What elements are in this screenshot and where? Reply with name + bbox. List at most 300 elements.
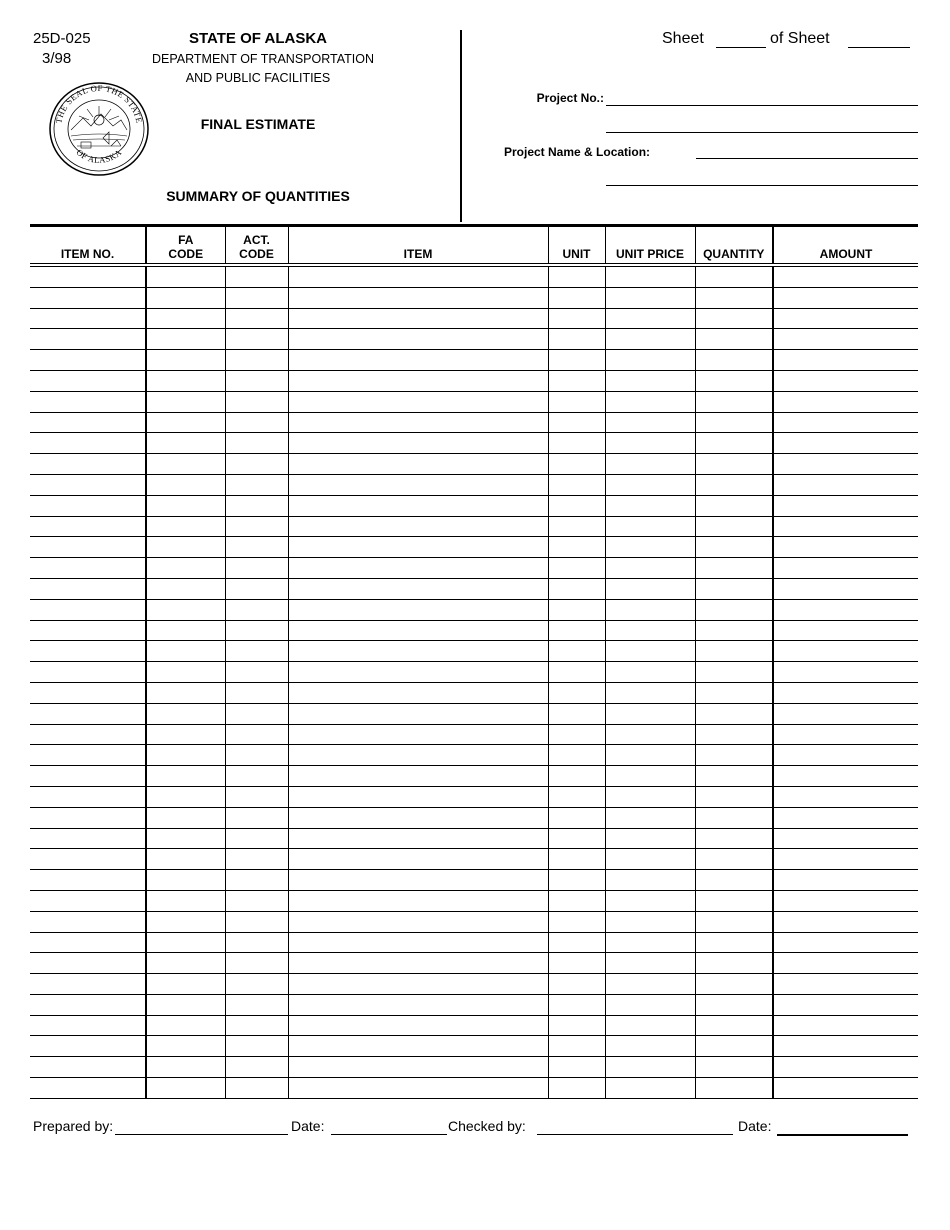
cell-fa-code[interactable] xyxy=(146,391,225,412)
cell-quantity[interactable] xyxy=(695,786,773,807)
cell-unit-price[interactable] xyxy=(605,1036,695,1057)
cell-amount[interactable] xyxy=(773,620,918,641)
cell-fa-code[interactable] xyxy=(146,516,225,537)
cell-amount[interactable] xyxy=(773,599,918,620)
cell-amount[interactable] xyxy=(773,641,918,662)
cell-unit[interactable] xyxy=(548,516,605,537)
cell-fa-code[interactable] xyxy=(146,786,225,807)
cell-unit-price[interactable] xyxy=(605,724,695,745)
cell-quantity[interactable] xyxy=(695,516,773,537)
cell-fa-code[interactable] xyxy=(146,703,225,724)
cell-item-no[interactable] xyxy=(30,870,146,891)
cell-unit[interactable] xyxy=(548,786,605,807)
cell-unit-price[interactable] xyxy=(605,870,695,891)
cell-fa-code[interactable] xyxy=(146,745,225,766)
cell-act-code[interactable] xyxy=(225,495,288,516)
cell-fa-code[interactable] xyxy=(146,641,225,662)
cell-act-code[interactable] xyxy=(225,766,288,787)
cell-item-no[interactable] xyxy=(30,994,146,1015)
cell-item-no[interactable] xyxy=(30,974,146,995)
cell-fa-code[interactable] xyxy=(146,495,225,516)
cell-unit[interactable] xyxy=(548,1057,605,1078)
cell-quantity[interactable] xyxy=(695,308,773,329)
cell-act-code[interactable] xyxy=(225,1057,288,1078)
cell-amount[interactable] xyxy=(773,745,918,766)
cell-fa-code[interactable] xyxy=(146,412,225,433)
project-location-field[interactable] xyxy=(606,185,918,186)
cell-amount[interactable] xyxy=(773,495,918,516)
cell-act-code[interactable] xyxy=(225,620,288,641)
cell-unit-price[interactable] xyxy=(605,1057,695,1078)
cell-unit[interactable] xyxy=(548,1036,605,1057)
cell-item-no[interactable] xyxy=(30,620,146,641)
cell-item[interactable] xyxy=(288,828,548,849)
cell-act-code[interactable] xyxy=(225,516,288,537)
cell-amount[interactable] xyxy=(773,1015,918,1036)
sheet-number-field[interactable] xyxy=(716,47,766,48)
cell-amount[interactable] xyxy=(773,558,918,579)
cell-amount[interactable] xyxy=(773,662,918,683)
cell-unit-price[interactable] xyxy=(605,516,695,537)
cell-quantity[interactable] xyxy=(695,329,773,350)
date-field-2[interactable] xyxy=(777,1134,908,1136)
cell-fa-code[interactable] xyxy=(146,265,225,287)
cell-item[interactable] xyxy=(288,620,548,641)
cell-act-code[interactable] xyxy=(225,911,288,932)
project-name-field[interactable] xyxy=(696,158,918,159)
cell-act-code[interactable] xyxy=(225,953,288,974)
cell-amount[interactable] xyxy=(773,265,918,287)
cell-unit[interactable] xyxy=(548,578,605,599)
cell-amount[interactable] xyxy=(773,287,918,308)
cell-unit[interactable] xyxy=(548,953,605,974)
cell-quantity[interactable] xyxy=(695,620,773,641)
cell-item-no[interactable] xyxy=(30,828,146,849)
cell-quantity[interactable] xyxy=(695,932,773,953)
cell-item[interactable] xyxy=(288,1036,548,1057)
cell-act-code[interactable] xyxy=(225,641,288,662)
cell-fa-code[interactable] xyxy=(146,558,225,579)
cell-item-no[interactable] xyxy=(30,724,146,745)
cell-act-code[interactable] xyxy=(225,287,288,308)
cell-item[interactable] xyxy=(288,308,548,329)
cell-fa-code[interactable] xyxy=(146,890,225,911)
cell-amount[interactable] xyxy=(773,412,918,433)
cell-unit[interactable] xyxy=(548,724,605,745)
cell-act-code[interactable] xyxy=(225,578,288,599)
cell-act-code[interactable] xyxy=(225,745,288,766)
cell-act-code[interactable] xyxy=(225,682,288,703)
cell-unit-price[interactable] xyxy=(605,849,695,870)
cell-unit[interactable] xyxy=(548,265,605,287)
cell-item-no[interactable] xyxy=(30,350,146,371)
cell-item-no[interactable] xyxy=(30,766,146,787)
cell-unit[interactable] xyxy=(548,287,605,308)
cell-item[interactable] xyxy=(288,849,548,870)
cell-unit-price[interactable] xyxy=(605,433,695,454)
cell-item[interactable] xyxy=(288,911,548,932)
cell-quantity[interactable] xyxy=(695,870,773,891)
cell-unit-price[interactable] xyxy=(605,662,695,683)
cell-fa-code[interactable] xyxy=(146,724,225,745)
cell-amount[interactable] xyxy=(773,890,918,911)
cell-amount[interactable] xyxy=(773,370,918,391)
cell-fa-code[interactable] xyxy=(146,287,225,308)
cell-fa-code[interactable] xyxy=(146,932,225,953)
cell-amount[interactable] xyxy=(773,391,918,412)
cell-amount[interactable] xyxy=(773,682,918,703)
cell-amount[interactable] xyxy=(773,329,918,350)
cell-item-no[interactable] xyxy=(30,1036,146,1057)
cell-unit[interactable] xyxy=(548,412,605,433)
cell-item[interactable] xyxy=(288,350,548,371)
cell-fa-code[interactable] xyxy=(146,454,225,475)
cell-unit[interactable] xyxy=(548,932,605,953)
cell-amount[interactable] xyxy=(773,786,918,807)
cell-unit[interactable] xyxy=(548,849,605,870)
cell-item-no[interactable] xyxy=(30,474,146,495)
cell-unit-price[interactable] xyxy=(605,828,695,849)
cell-item[interactable] xyxy=(288,682,548,703)
cell-item-no[interactable] xyxy=(30,370,146,391)
cell-quantity[interactable] xyxy=(695,807,773,828)
cell-item-no[interactable] xyxy=(30,662,146,683)
cell-unit-price[interactable] xyxy=(605,974,695,995)
cell-unit[interactable] xyxy=(548,870,605,891)
cell-fa-code[interactable] xyxy=(146,578,225,599)
cell-fa-code[interactable] xyxy=(146,350,225,371)
cell-unit[interactable] xyxy=(548,495,605,516)
cell-unit-price[interactable] xyxy=(605,308,695,329)
cell-act-code[interactable] xyxy=(225,391,288,412)
cell-quantity[interactable] xyxy=(695,454,773,475)
cell-unit-price[interactable] xyxy=(605,329,695,350)
cell-item[interactable] xyxy=(288,641,548,662)
cell-quantity[interactable] xyxy=(695,370,773,391)
cell-unit[interactable] xyxy=(548,391,605,412)
cell-fa-code[interactable] xyxy=(146,308,225,329)
project-no-field-line-2[interactable] xyxy=(606,132,918,133)
cell-unit-price[interactable] xyxy=(605,287,695,308)
cell-quantity[interactable] xyxy=(695,911,773,932)
cell-item-no[interactable] xyxy=(30,1057,146,1078)
cell-amount[interactable] xyxy=(773,807,918,828)
cell-unit-price[interactable] xyxy=(605,1015,695,1036)
cell-item-no[interactable] xyxy=(30,745,146,766)
cell-quantity[interactable] xyxy=(695,474,773,495)
cell-item[interactable] xyxy=(288,786,548,807)
cell-fa-code[interactable] xyxy=(146,433,225,454)
cell-unit[interactable] xyxy=(548,370,605,391)
cell-item-no[interactable] xyxy=(30,641,146,662)
cell-unit[interactable] xyxy=(548,1078,605,1099)
cell-quantity[interactable] xyxy=(695,558,773,579)
cell-fa-code[interactable] xyxy=(146,620,225,641)
cell-fa-code[interactable] xyxy=(146,974,225,995)
cell-unit[interactable] xyxy=(548,828,605,849)
cell-act-code[interactable] xyxy=(225,703,288,724)
cell-quantity[interactable] xyxy=(695,994,773,1015)
cell-act-code[interactable] xyxy=(225,890,288,911)
cell-item[interactable] xyxy=(288,329,548,350)
cell-item-no[interactable] xyxy=(30,1078,146,1099)
cell-quantity[interactable] xyxy=(695,849,773,870)
cell-unit-price[interactable] xyxy=(605,558,695,579)
cell-unit[interactable] xyxy=(548,890,605,911)
cell-act-code[interactable] xyxy=(225,994,288,1015)
cell-amount[interactable] xyxy=(773,766,918,787)
cell-quantity[interactable] xyxy=(695,724,773,745)
cell-unit[interactable] xyxy=(548,1015,605,1036)
cell-quantity[interactable] xyxy=(695,953,773,974)
cell-item-no[interactable] xyxy=(30,953,146,974)
cell-quantity[interactable] xyxy=(695,578,773,599)
cell-item[interactable] xyxy=(288,870,548,891)
cell-item-no[interactable] xyxy=(30,911,146,932)
cell-amount[interactable] xyxy=(773,350,918,371)
cell-item[interactable] xyxy=(288,1078,548,1099)
cell-fa-code[interactable] xyxy=(146,329,225,350)
cell-act-code[interactable] xyxy=(225,849,288,870)
cell-fa-code[interactable] xyxy=(146,849,225,870)
cell-act-code[interactable] xyxy=(225,1036,288,1057)
cell-act-code[interactable] xyxy=(225,828,288,849)
cell-unit-price[interactable] xyxy=(605,1078,695,1099)
cell-item[interactable] xyxy=(288,953,548,974)
cell-unit[interactable] xyxy=(548,329,605,350)
cell-quantity[interactable] xyxy=(695,1015,773,1036)
cell-unit-price[interactable] xyxy=(605,953,695,974)
cell-act-code[interactable] xyxy=(225,870,288,891)
cell-fa-code[interactable] xyxy=(146,370,225,391)
cell-fa-code[interactable] xyxy=(146,537,225,558)
cell-unit-price[interactable] xyxy=(605,391,695,412)
cell-item-no[interactable] xyxy=(30,578,146,599)
cell-unit-price[interactable] xyxy=(605,807,695,828)
cell-amount[interactable] xyxy=(773,516,918,537)
cell-quantity[interactable] xyxy=(695,766,773,787)
cell-fa-code[interactable] xyxy=(146,828,225,849)
cell-unit[interactable] xyxy=(548,599,605,620)
cell-amount[interactable] xyxy=(773,474,918,495)
cell-fa-code[interactable] xyxy=(146,474,225,495)
cell-quantity[interactable] xyxy=(695,745,773,766)
cell-unit[interactable] xyxy=(548,433,605,454)
cell-quantity[interactable] xyxy=(695,495,773,516)
cell-quantity[interactable] xyxy=(695,828,773,849)
cell-unit-price[interactable] xyxy=(605,911,695,932)
cell-unit[interactable] xyxy=(548,974,605,995)
cell-item[interactable] xyxy=(288,454,548,475)
cell-amount[interactable] xyxy=(773,849,918,870)
cell-unit[interactable] xyxy=(548,558,605,579)
cell-item[interactable] xyxy=(288,662,548,683)
cell-act-code[interactable] xyxy=(225,454,288,475)
cell-item[interactable] xyxy=(288,537,548,558)
cell-amount[interactable] xyxy=(773,433,918,454)
cell-item-no[interactable] xyxy=(30,287,146,308)
checked-by-field[interactable] xyxy=(537,1134,733,1135)
cell-item[interactable] xyxy=(288,558,548,579)
cell-item-no[interactable] xyxy=(30,391,146,412)
cell-act-code[interactable] xyxy=(225,308,288,329)
cell-amount[interactable] xyxy=(773,974,918,995)
cell-quantity[interactable] xyxy=(695,1036,773,1057)
cell-item[interactable] xyxy=(288,890,548,911)
cell-unit[interactable] xyxy=(548,766,605,787)
cell-unit-price[interactable] xyxy=(605,578,695,599)
cell-quantity[interactable] xyxy=(695,890,773,911)
cell-fa-code[interactable] xyxy=(146,911,225,932)
cell-quantity[interactable] xyxy=(695,412,773,433)
cell-amount[interactable] xyxy=(773,870,918,891)
cell-unit[interactable] xyxy=(548,641,605,662)
cell-item-no[interactable] xyxy=(30,682,146,703)
cell-unit-price[interactable] xyxy=(605,994,695,1015)
cell-unit-price[interactable] xyxy=(605,454,695,475)
cell-quantity[interactable] xyxy=(695,537,773,558)
cell-act-code[interactable] xyxy=(225,474,288,495)
cell-unit[interactable] xyxy=(548,454,605,475)
cell-unit[interactable] xyxy=(548,745,605,766)
cell-item[interactable] xyxy=(288,412,548,433)
cell-act-code[interactable] xyxy=(225,1015,288,1036)
cell-fa-code[interactable] xyxy=(146,1078,225,1099)
cell-unit-price[interactable] xyxy=(605,370,695,391)
cell-item[interactable] xyxy=(288,578,548,599)
cell-amount[interactable] xyxy=(773,911,918,932)
cell-unit-price[interactable] xyxy=(605,745,695,766)
cell-unit[interactable] xyxy=(548,994,605,1015)
cell-item-no[interactable] xyxy=(30,786,146,807)
cell-act-code[interactable] xyxy=(225,786,288,807)
cell-item[interactable] xyxy=(288,745,548,766)
cell-unit[interactable] xyxy=(548,703,605,724)
cell-quantity[interactable] xyxy=(695,391,773,412)
cell-unit-price[interactable] xyxy=(605,350,695,371)
cell-item-no[interactable] xyxy=(30,849,146,870)
cell-unit[interactable] xyxy=(548,620,605,641)
cell-act-code[interactable] xyxy=(225,1078,288,1099)
cell-amount[interactable] xyxy=(773,724,918,745)
cell-item-no[interactable] xyxy=(30,433,146,454)
cell-item[interactable] xyxy=(288,1057,548,1078)
cell-quantity[interactable] xyxy=(695,287,773,308)
cell-item-no[interactable] xyxy=(30,329,146,350)
cell-act-code[interactable] xyxy=(225,724,288,745)
cell-unit-price[interactable] xyxy=(605,495,695,516)
cell-item-no[interactable] xyxy=(30,495,146,516)
cell-item-no[interactable] xyxy=(30,932,146,953)
cell-act-code[interactable] xyxy=(225,807,288,828)
cell-item[interactable] xyxy=(288,433,548,454)
cell-item[interactable] xyxy=(288,391,548,412)
cell-amount[interactable] xyxy=(773,703,918,724)
cell-item[interactable] xyxy=(288,474,548,495)
cell-amount[interactable] xyxy=(773,953,918,974)
cell-unit[interactable] xyxy=(548,911,605,932)
cell-unit-price[interactable] xyxy=(605,265,695,287)
cell-act-code[interactable] xyxy=(225,265,288,287)
cell-item-no[interactable] xyxy=(30,1015,146,1036)
cell-item-no[interactable] xyxy=(30,454,146,475)
cell-item[interactable] xyxy=(288,265,548,287)
cell-quantity[interactable] xyxy=(695,641,773,662)
cell-item[interactable] xyxy=(288,807,548,828)
cell-fa-code[interactable] xyxy=(146,1036,225,1057)
cell-fa-code[interactable] xyxy=(146,1057,225,1078)
cell-item-no[interactable] xyxy=(30,599,146,620)
date-field-1[interactable] xyxy=(331,1134,447,1135)
project-no-field[interactable] xyxy=(606,105,918,106)
cell-fa-code[interactable] xyxy=(146,662,225,683)
cell-quantity[interactable] xyxy=(695,350,773,371)
cell-unit[interactable] xyxy=(548,537,605,558)
cell-item-no[interactable] xyxy=(30,412,146,433)
cell-fa-code[interactable] xyxy=(146,682,225,703)
cell-fa-code[interactable] xyxy=(146,599,225,620)
cell-quantity[interactable] xyxy=(695,662,773,683)
cell-act-code[interactable] xyxy=(225,350,288,371)
total-sheets-field[interactable] xyxy=(848,47,910,48)
cell-item-no[interactable] xyxy=(30,516,146,537)
cell-quantity[interactable] xyxy=(695,433,773,454)
cell-item[interactable] xyxy=(288,724,548,745)
cell-amount[interactable] xyxy=(773,932,918,953)
cell-amount[interactable] xyxy=(773,578,918,599)
cell-fa-code[interactable] xyxy=(146,807,225,828)
cell-quantity[interactable] xyxy=(695,1057,773,1078)
cell-item-no[interactable] xyxy=(30,807,146,828)
cell-quantity[interactable] xyxy=(695,599,773,620)
cell-item[interactable] xyxy=(288,994,548,1015)
cell-unit-price[interactable] xyxy=(605,641,695,662)
cell-act-code[interactable] xyxy=(225,329,288,350)
cell-item[interactable] xyxy=(288,974,548,995)
cell-quantity[interactable] xyxy=(695,703,773,724)
cell-item-no[interactable] xyxy=(30,537,146,558)
cell-quantity[interactable] xyxy=(695,1078,773,1099)
cell-unit[interactable] xyxy=(548,308,605,329)
cell-act-code[interactable] xyxy=(225,662,288,683)
cell-item[interactable] xyxy=(288,766,548,787)
cell-item-no[interactable] xyxy=(30,558,146,579)
cell-unit[interactable] xyxy=(548,682,605,703)
cell-amount[interactable] xyxy=(773,454,918,475)
cell-fa-code[interactable] xyxy=(146,953,225,974)
cell-fa-code[interactable] xyxy=(146,994,225,1015)
cell-unit-price[interactable] xyxy=(605,682,695,703)
cell-amount[interactable] xyxy=(773,1057,918,1078)
cell-quantity[interactable] xyxy=(695,265,773,287)
cell-item[interactable] xyxy=(288,599,548,620)
cell-fa-code[interactable] xyxy=(146,870,225,891)
cell-act-code[interactable] xyxy=(225,537,288,558)
cell-quantity[interactable] xyxy=(695,974,773,995)
cell-item-no[interactable] xyxy=(30,703,146,724)
cell-item[interactable] xyxy=(288,516,548,537)
cell-unit-price[interactable] xyxy=(605,932,695,953)
cell-unit-price[interactable] xyxy=(605,599,695,620)
cell-act-code[interactable] xyxy=(225,433,288,454)
cell-amount[interactable] xyxy=(773,828,918,849)
cell-unit[interactable] xyxy=(548,350,605,371)
cell-act-code[interactable] xyxy=(225,370,288,391)
cell-fa-code[interactable] xyxy=(146,766,225,787)
cell-unit-price[interactable] xyxy=(605,620,695,641)
cell-act-code[interactable] xyxy=(225,558,288,579)
cell-quantity[interactable] xyxy=(695,682,773,703)
